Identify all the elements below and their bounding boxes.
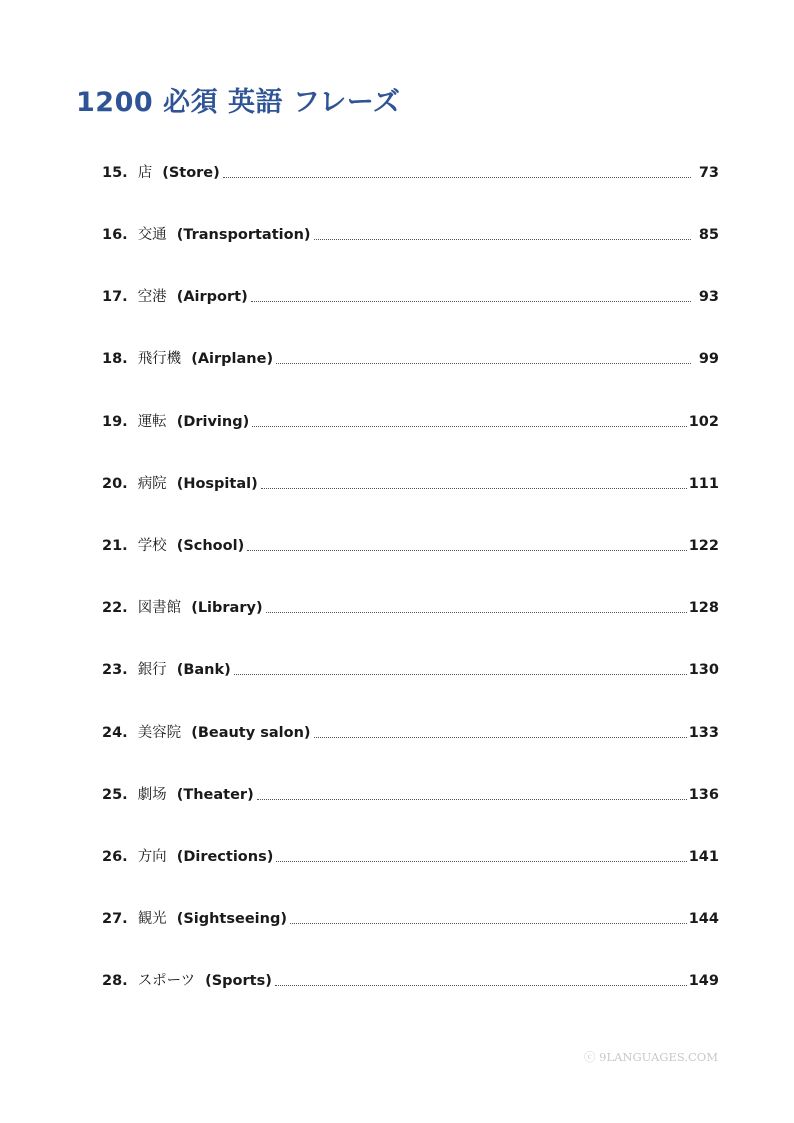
toc-entry-number: 20.	[102, 476, 128, 492]
toc-entry-page: 102	[688, 414, 719, 430]
toc-entry-english: (Driving)	[176, 414, 250, 430]
toc-entry-japanese: 方向	[137, 849, 167, 865]
toc-entry[interactable]	[102, 844, 719, 870]
toc-entry-english: (Bank)	[176, 662, 231, 678]
dot-leader	[251, 300, 691, 302]
toc-entry-english: (Airport)	[176, 289, 248, 305]
toc-entry[interactable]	[102, 346, 719, 372]
toc-entry-number: 25.	[102, 787, 128, 803]
dot-leader	[247, 549, 687, 551]
toc-entry-number: 28.	[102, 973, 128, 989]
toc-entry-english: (Sports)	[205, 973, 272, 989]
toc-entry-japanese: 学校	[137, 538, 167, 554]
toc-entry-english: (Theater)	[176, 787, 254, 803]
toc-entry[interactable]	[102, 409, 719, 435]
toc-entry-page: 149	[688, 973, 719, 989]
toc-entry-page: 85	[698, 227, 719, 243]
toc-entry-english: (Beauty salon)	[191, 725, 311, 741]
toc-entry-japanese: 交通	[137, 227, 167, 243]
toc-entry-japanese: スポーツ	[137, 973, 196, 989]
toc-entry-english: (Hospital)	[176, 476, 258, 492]
toc-entry-japanese: 美容院	[137, 725, 182, 741]
toc-entry-page: 144	[688, 911, 719, 927]
toc-entry-page: 133	[688, 725, 719, 741]
toc-entry-english: (Sightseeing)	[176, 911, 287, 927]
toc-entry-number: 26.	[102, 849, 128, 865]
dot-leader	[223, 176, 691, 178]
toc-entry-page: 122	[688, 538, 719, 554]
dot-leader	[252, 425, 686, 427]
toc-entry-japanese: 飛行機	[137, 351, 182, 367]
dot-leader	[314, 238, 691, 240]
toc-entry-english: (Airplane)	[191, 351, 274, 367]
toc-entry-english: (School)	[176, 538, 245, 554]
toc-entry-number: 21.	[102, 538, 128, 554]
toc-entry-number: 16.	[102, 227, 128, 243]
toc-entry-page: 128	[688, 600, 719, 616]
dot-leader	[266, 611, 687, 613]
toc-entry-english: (Library)	[191, 600, 263, 616]
toc-entry-japanese: 銀行	[137, 662, 167, 678]
toc-entry-number: 22.	[102, 600, 128, 616]
toc-entry-english: (Transportation)	[176, 227, 311, 243]
dot-leader	[275, 984, 687, 986]
toc-entry-english: (Store)	[162, 165, 220, 181]
toc-entry[interactable]	[102, 284, 719, 310]
toc-entry-number: 23.	[102, 662, 128, 678]
toc-entry-page: 130	[688, 662, 719, 678]
dot-leader	[276, 860, 686, 862]
toc-entry-number: 18.	[102, 351, 128, 367]
toc-entry[interactable]	[102, 595, 719, 621]
toc-entry-japanese: 図書館	[137, 600, 182, 616]
toc-entry-page: 141	[688, 849, 719, 865]
toc-entry-page: 99	[698, 351, 719, 367]
toc-entry-number: 19.	[102, 414, 128, 430]
toc-entry-number: 27.	[102, 911, 128, 927]
dot-leader	[314, 736, 687, 738]
toc-entry[interactable]	[102, 657, 719, 683]
dot-leader	[276, 362, 691, 364]
toc-entry-page: 73	[698, 165, 719, 181]
toc-entry-number: 17.	[102, 289, 128, 305]
copyright-footer: ⓒ 9LANGUAGES.COM	[584, 1050, 719, 1064]
page-title: 1200 必須 英語 フレーズ	[76, 87, 401, 118]
toc-entry-japanese: 観光	[137, 911, 167, 927]
toc-entry-japanese: 病院	[137, 476, 167, 492]
toc-entry-page: 93	[698, 289, 719, 305]
toc-entry-japanese: 空港	[137, 289, 167, 305]
toc-entry-page: 136	[688, 787, 719, 803]
dot-leader	[261, 487, 687, 489]
toc-entry-english: (Directions)	[176, 849, 274, 865]
dot-leader	[257, 798, 687, 800]
toc-entry-number: 15.	[102, 165, 128, 181]
toc-entry-number: 24.	[102, 725, 128, 741]
toc-entry[interactable]	[102, 533, 719, 559]
toc-entry[interactable]	[102, 471, 719, 497]
toc-entry[interactable]	[102, 968, 719, 994]
toc-entry[interactable]	[102, 160, 719, 186]
toc-entry[interactable]	[102, 222, 719, 248]
toc-entry[interactable]	[102, 782, 719, 808]
toc-entry[interactable]	[102, 720, 719, 746]
toc-entry-japanese: 運転	[137, 414, 167, 430]
toc-entry-japanese: 店	[137, 165, 153, 181]
toc-entry-page: 111	[688, 476, 719, 492]
toc-entry-japanese: 劇场	[137, 787, 167, 803]
dot-leader	[290, 922, 687, 924]
toc-entry[interactable]	[102, 906, 719, 932]
dot-leader	[234, 673, 687, 675]
